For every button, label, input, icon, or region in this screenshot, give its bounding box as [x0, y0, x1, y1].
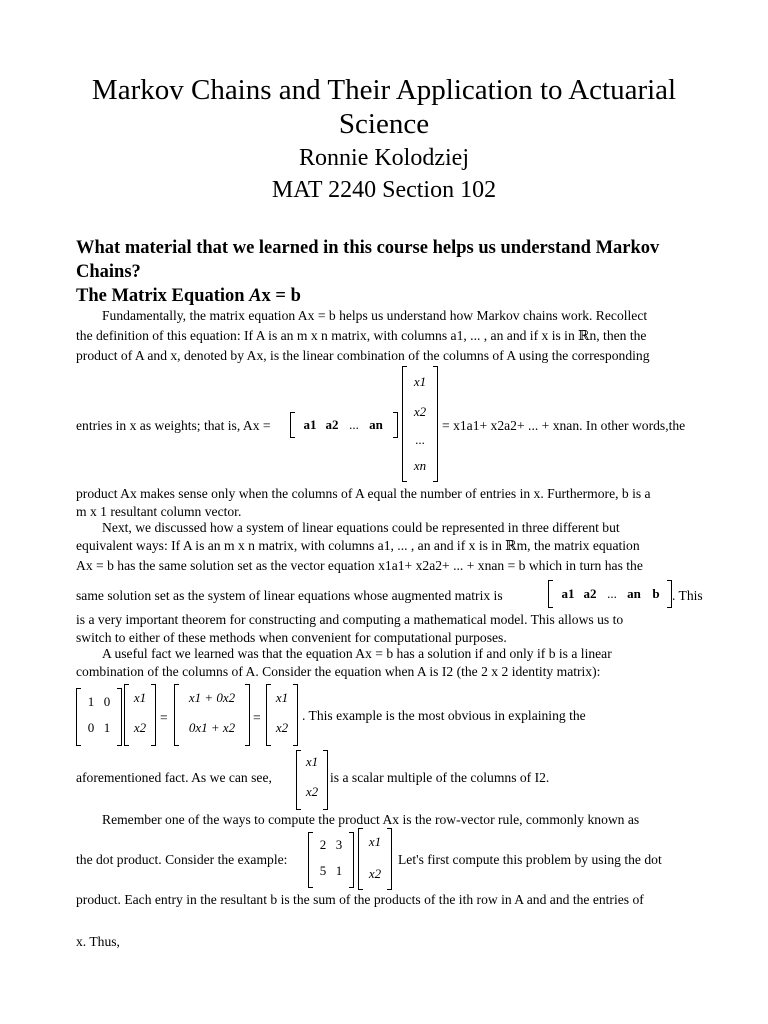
matrix-cell: 0 — [87, 720, 95, 735]
matrix-cell: ... — [349, 417, 359, 432]
paragraph-1-line-5: product Ax makes sense only when the columns of A equal the number of entries in x. Furthermore, b is a — [76, 486, 651, 501]
equals-sign: = — [160, 710, 168, 725]
matrix-cell: 0 — [103, 694, 111, 709]
matrix-cell: 1 — [103, 720, 111, 735]
matrix-cell: ... — [415, 432, 425, 447]
matrix-cell: a2 — [325, 417, 339, 432]
section-heading-rest: x = b — [261, 286, 301, 306]
identity-matrix — [76, 688, 122, 746]
paragraph-2-line-3: Ax = b has the same solution set as the vector equation x1a1+ x2a2+ ... + xnan = b which in turn has the — [76, 558, 643, 573]
paragraph-3-line-2: combination of the columns of A. Consider the equation when A is I2 (the 2 x 2 identity matrix): — [76, 664, 601, 679]
paragraph-2-line-4-end: . This — [672, 588, 703, 603]
example-vector-x — [358, 828, 392, 890]
paragraph-2-line-6: switch to either of these methods when convenient for computational purposes. — [76, 630, 507, 645]
matrix-columns-a — [290, 412, 398, 438]
augmented-matrix — [548, 580, 672, 608]
paragraph-4-line-1: Remember one of the ways to compute the product Ax is the row-vector rule, commonly known as — [102, 812, 640, 827]
matrix-cell: x2 — [413, 404, 427, 419]
paragraph-3-line-4-start: aforementioned fact. As we can see, — [76, 770, 272, 785]
matrix-cell: x1 — [368, 834, 382, 849]
paragraph-1-line-1: Fundamentally, the matrix equation Ax = b helps us understand how Markov chains work. Recollect — [102, 308, 648, 323]
matrix-cell: x1 — [275, 690, 289, 705]
document-title-line-1: Markov Chains and Their Application to Actuarial — [91, 74, 677, 106]
matrix-cell: 5 — [319, 863, 327, 878]
question-heading-line-1: What material that we learned in this course helps us understand Markov — [76, 238, 660, 258]
matrix-cell: x1 + 0x2 — [188, 690, 236, 705]
author-name: Ronnie Kolodziej — [299, 145, 469, 171]
matrix-cell: x2 — [368, 866, 382, 881]
matrix-cell: x2 — [275, 720, 289, 735]
equals-sign: = — [253, 710, 261, 725]
matrix-cell: x1 — [133, 690, 147, 705]
paragraph-2-line-1: Next, we discussed how a system of linear equations could be represented in three different but — [102, 520, 620, 535]
paragraph-3-line-3: . This example is the most obvious in explaining the — [302, 708, 586, 723]
matrix-cell: an — [627, 586, 641, 601]
section-heading-a: A — [249, 286, 262, 306]
matrix-cell: x2 — [305, 784, 319, 799]
section-heading-matrix-equation — [76, 286, 301, 307]
paragraph-1-line-4-end: = x1a1+ x2a2+ ... + xnan. In other words,the — [442, 418, 686, 433]
matrix-cell: xn — [413, 458, 427, 473]
paragraph-4-line-3: product. Each entry in the resultant b is the sum of the products of the ith row in A and and the entries of — [76, 892, 644, 907]
paragraph-1-line-4-start: entries in x as weights; that is, Ax = — [76, 418, 271, 433]
matrix-cell: a1 — [303, 417, 317, 432]
paragraph-3-line-1: A useful fact we learned was that the equation Ax = b has a solution if and only if b is a linear — [102, 646, 612, 661]
paragraph-4-line-4: x. Thus, — [76, 934, 120, 949]
paragraph-3-line-4-end: is a scalar multiple of the columns of I2. — [330, 770, 550, 785]
sum-vector — [174, 684, 250, 746]
course-name: MAT 2240 Section 102 — [271, 177, 497, 203]
paragraph-2-line-4-start: same solution set as the system of linear equations whose augmented matrix is — [76, 588, 503, 603]
paragraph-4-line-2-end: Let's first compute this problem by using the dot — [398, 852, 662, 867]
matrix-cell: x1 — [305, 754, 319, 769]
matrix-cell: x1 — [413, 374, 427, 389]
matrix-cell: 1 — [335, 863, 343, 878]
paragraph-2-line-5: is a very important theorem for constructing and computing a mathematical model. This allows us to — [76, 612, 624, 627]
vector-x-column — [402, 366, 438, 482]
matrix-cell: 1 — [87, 694, 95, 709]
matrix-cell: a1 — [561, 586, 575, 601]
vector-x-2-result — [266, 684, 298, 746]
matrix-cell: a2 — [583, 586, 597, 601]
matrix-cell: b — [652, 586, 660, 601]
paragraph-2-line-2: equivalent ways: If A is an m x n matrix, with columns a1, ... , an and if x is in ℝm, the matrix equation — [76, 538, 640, 553]
vector-x-scalar — [296, 750, 328, 810]
matrix-cell: 3 — [335, 837, 343, 852]
section-heading-prefix: The Matrix Equation — [76, 286, 250, 306]
paragraph-1-line-6: m x 1 resultant column vector. — [76, 504, 242, 519]
paragraph-1-line-2: the definition of this equation: If A is an m x n matrix, with columns a1, ... , an and if x is in ℝn, then the — [76, 328, 647, 343]
matrix-cell: 2 — [319, 837, 327, 852]
matrix-cell: x2 — [133, 720, 147, 735]
matrix-cell: ... — [607, 586, 617, 601]
matrix-cell: 0x1 + x2 — [188, 720, 236, 735]
example-matrix-a — [308, 832, 354, 888]
paragraph-1-line-3: product of A and x, denoted by Ax, is the linear combination of the columns of A using the corresponding — [76, 348, 650, 363]
question-heading-line-2: Chains? — [76, 262, 141, 282]
paragraph-4-line-2-start: the dot product. Consider the example: — [76, 852, 288, 867]
matrix-cell: an — [369, 417, 383, 432]
vector-x-2 — [124, 684, 156, 746]
document-title-line-2: Science — [338, 108, 430, 140]
